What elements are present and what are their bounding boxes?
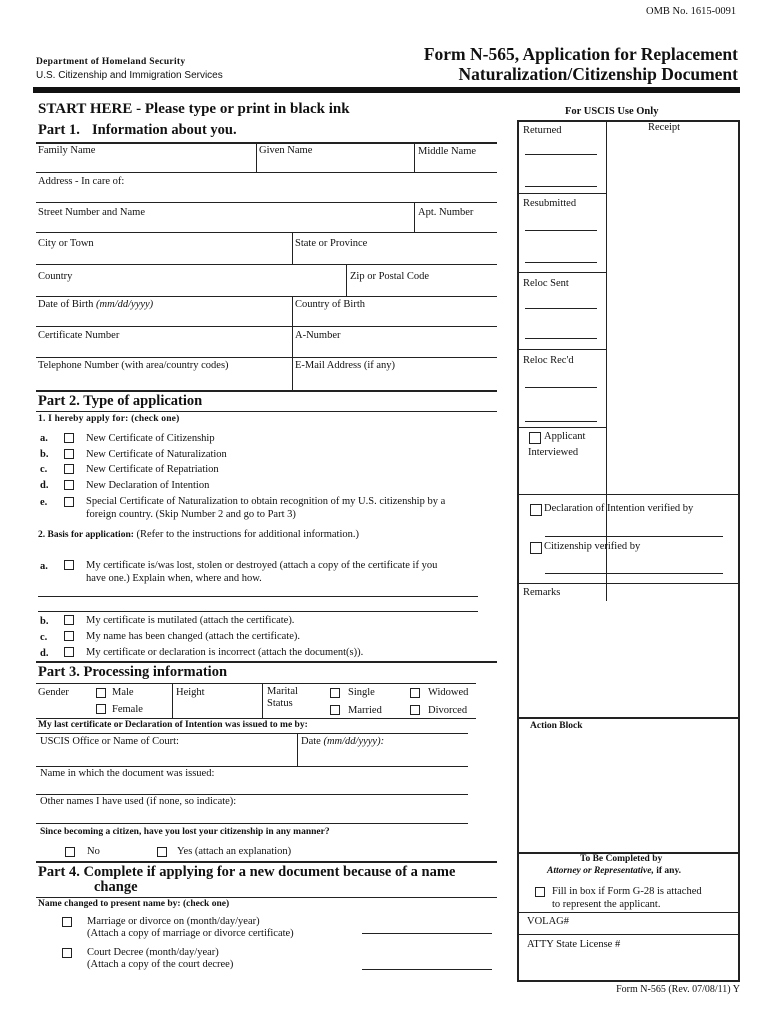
- divider: [36, 411, 497, 412]
- line: [545, 536, 723, 537]
- returned-label: Returned: [523, 125, 562, 136]
- option-b-label: New Certificate of Naturalization: [86, 449, 227, 460]
- uscis-use-title: For USCIS Use Only: [565, 106, 659, 117]
- agency: U.S. Citizenship and Immigration Services: [36, 70, 223, 81]
- widowed-checkbox[interactable]: [410, 688, 420, 698]
- divider: [36, 897, 497, 898]
- divider: [256, 142, 257, 172]
- married-checkbox[interactable]: [330, 705, 340, 715]
- divider: [36, 172, 497, 173]
- form-title-line1: Form N-565, Application for Replacement: [423, 44, 738, 64]
- option-letter: a.: [40, 433, 48, 444]
- divider: [346, 264, 347, 296]
- part4-title-cont: change: [94, 879, 138, 895]
- male-label: Male: [112, 687, 134, 698]
- name-issued-label: Name in which the document was issued:: [40, 768, 215, 779]
- divider: [414, 202, 415, 232]
- middle-name-label: Middle Name: [418, 146, 477, 157]
- option-c-checkbox[interactable]: [64, 464, 74, 474]
- divider: [36, 142, 497, 144]
- no-checkbox[interactable]: [65, 847, 75, 857]
- divider: [36, 683, 476, 684]
- line: [525, 154, 597, 155]
- basis-c-checkbox[interactable]: [64, 631, 74, 641]
- cit-verified-checkbox[interactable]: [530, 542, 542, 554]
- basis-a-label-cont: have one.) Explain when, where and how.: [86, 573, 262, 584]
- line: [525, 308, 597, 309]
- divider: [519, 583, 738, 584]
- g28-checkbox[interactable]: [535, 887, 545, 897]
- divider: [262, 683, 263, 718]
- option-e-checkbox[interactable]: [64, 497, 74, 507]
- dob-label: Date of Birth (mm/dd/yyyy): [38, 299, 154, 310]
- marriage-label: Marriage or divorce on (month/day/year): [87, 916, 260, 927]
- basis-d-checkbox[interactable]: [64, 647, 74, 657]
- divider: [519, 427, 606, 428]
- basis-c-label: My name has been changed (attach the certificate).: [86, 631, 300, 642]
- marriage-note: (Attach a copy of marriage or divorce certificate): [87, 928, 294, 939]
- marriage-checkbox[interactable]: [62, 917, 72, 927]
- divider: [606, 121, 607, 601]
- part4-title: Part 4. Complete if applying for a new document because of a name: [38, 864, 456, 880]
- line: [525, 262, 597, 263]
- line: [525, 230, 597, 231]
- basis-letter: d.: [40, 648, 49, 659]
- line: [525, 338, 597, 339]
- divider: [36, 390, 497, 392]
- line: [525, 421, 597, 422]
- apt-label: Apt. Number: [418, 207, 474, 218]
- decl-verified-checkbox[interactable]: [530, 504, 542, 516]
- telephone-label: Telephone Number (with area/country codes): [38, 360, 229, 371]
- option-letter: c.: [40, 464, 48, 475]
- basis-letter: b.: [40, 616, 49, 627]
- option-b-checkbox[interactable]: [64, 449, 74, 459]
- divider: [36, 232, 497, 233]
- divider: [519, 272, 606, 273]
- single-checkbox[interactable]: [330, 688, 340, 698]
- other-names-label: Other names I have used (if none, so indicate):: [40, 796, 237, 807]
- header-rule: [33, 87, 740, 93]
- male-checkbox[interactable]: [96, 688, 106, 698]
- g28-label: Fill in box if Form G-28 is attached: [552, 886, 702, 897]
- divider: [519, 717, 738, 719]
- line: [525, 186, 597, 187]
- option-a-checkbox[interactable]: [64, 433, 74, 443]
- explain-line[interactable]: [38, 611, 478, 612]
- divider: [519, 494, 738, 495]
- divider: [172, 683, 173, 718]
- basis-question: 2. Basis for application: (Refer to the instructions for additional information.): [38, 529, 359, 540]
- country-label: Country: [38, 271, 73, 282]
- action-block-label: Action Block: [530, 721, 583, 731]
- lost-citizenship-question: Since becoming a citizen, have you lost your citizenship in any manner?: [40, 827, 330, 837]
- form-title-line2: Naturalization/Citizenship Document: [458, 64, 738, 84]
- no-label: No: [87, 846, 100, 857]
- part3-title: Part 3. Processing information: [38, 664, 228, 680]
- divider: [36, 296, 497, 297]
- family-name-label: Family Name: [38, 145, 96, 156]
- start-here: START HERE - Please type or print in black ink: [38, 101, 350, 117]
- zip-label: Zip or Postal Code: [350, 271, 430, 282]
- female-checkbox[interactable]: [96, 704, 106, 714]
- divider: [519, 193, 606, 194]
- option-e-label: Special Certificate of Naturalization to obtain recognition of my U.S. citizenship by a: [86, 496, 446, 507]
- option-letter: d.: [40, 480, 49, 491]
- gender-label: Gender: [38, 687, 69, 698]
- basis-a-label: My certificate is/was lost, stolen or destroyed (attach a copy of the certificate if you: [86, 560, 438, 571]
- department: Department of Homeland Security: [36, 57, 186, 67]
- reloc-recd-label: Reloc Rec'd: [523, 355, 574, 366]
- divider: [519, 912, 738, 913]
- option-d-label: New Declaration of Intention: [86, 480, 210, 491]
- to-be-completed-label: To Be Completed by: [580, 854, 663, 864]
- divider: [36, 264, 497, 265]
- email-label: E-Mail Address (if any): [295, 360, 396, 371]
- widowed-label: Widowed: [428, 687, 469, 698]
- decl-verified-label: Declaration of Intention verified by: [544, 503, 694, 514]
- yes-checkbox[interactable]: [157, 847, 167, 857]
- part1-number: Part 1.: [38, 122, 80, 138]
- marriage-date-line[interactable]: [362, 933, 492, 934]
- state-label: State or Province: [295, 238, 368, 249]
- divider: [292, 296, 293, 390]
- divorced-label: Divorced: [428, 705, 468, 716]
- apply-for-question: 1. I hereby apply for: (check one): [38, 414, 180, 424]
- reloc-sent-label: Reloc Sent: [523, 278, 569, 289]
- divider: [36, 357, 497, 358]
- basis-d-label: My certificate or declaration is incorrect (attach the document(s)).: [86, 647, 364, 658]
- divider: [36, 718, 476, 719]
- basis-letter: a.: [40, 561, 48, 572]
- receipt-label: Receipt: [648, 122, 681, 133]
- atty-license-label: ATTY State License #: [527, 939, 621, 950]
- attorney-label: Attorney or Representative, if any.: [547, 866, 682, 876]
- married-label: Married: [348, 705, 382, 716]
- divider: [414, 142, 415, 172]
- city-label: City or Town: [38, 238, 94, 249]
- form-footer: Form N-565 (Rev. 07/08/11) Y: [616, 984, 740, 995]
- yes-label: Yes (attach an explanation): [177, 846, 292, 857]
- applicant-label: Applicant: [544, 431, 586, 442]
- g28-label-cont: to represent the applicant.: [552, 899, 661, 910]
- divorced-checkbox[interactable]: [410, 705, 420, 715]
- divider: [297, 733, 298, 766]
- court-decree-note: (Attach a copy of the court decree): [87, 959, 234, 970]
- cert-date-label: Date (mm/dd/yyyy):: [301, 736, 385, 747]
- line: [545, 573, 723, 574]
- court-decree-date-line[interactable]: [362, 969, 492, 970]
- part1-title: Information about you.: [92, 122, 237, 138]
- divider: [36, 202, 497, 203]
- certificate-number-label: Certificate Number: [38, 330, 120, 341]
- last-cert-question: My last certificate or Declaration of Intention was issued to me by:: [38, 720, 308, 730]
- option-e-label-cont: foreign country. (Skip Number 2 and go to Part 3): [86, 509, 296, 520]
- omb-number: OMB No. 1615-0091: [646, 6, 737, 17]
- basis-b-checkbox[interactable]: [64, 615, 74, 625]
- divider: [519, 934, 738, 935]
- address-care-of-label: Address - In care of:: [38, 176, 125, 187]
- part2-title: Part 2. Type of application: [38, 393, 203, 409]
- a-number-label: A-Number: [295, 330, 341, 341]
- basis-a-checkbox[interactable]: [64, 560, 74, 570]
- marital-label: Marital: [267, 686, 298, 697]
- office-label: USCIS Office or Name of Court:: [40, 736, 179, 747]
- single-label: Single: [348, 687, 375, 698]
- option-a-label: New Certificate of Citizenship: [86, 433, 215, 444]
- divider: [36, 861, 497, 863]
- divider: [36, 766, 468, 767]
- option-c-label: New Certificate of Repatriation: [86, 464, 219, 475]
- line: [525, 387, 597, 388]
- applicant-interviewed-checkbox[interactable]: [529, 432, 541, 444]
- divider: [292, 232, 293, 264]
- divider: [519, 349, 606, 350]
- divider: [36, 823, 468, 824]
- option-letter: e.: [40, 497, 48, 508]
- country-birth-label: Country of Birth: [295, 299, 365, 310]
- divider: [36, 794, 468, 795]
- divider: [36, 661, 497, 663]
- status-label: Status: [267, 698, 293, 709]
- name-changed-question: Name changed to present name by: (check one): [38, 899, 230, 909]
- resubmitted-label: Resubmitted: [523, 198, 577, 209]
- given-name-label: Given Name: [259, 145, 313, 156]
- basis-b-label: My certificate is mutilated (attach the certificate).: [86, 615, 295, 626]
- height-label: Height: [176, 687, 205, 698]
- basis-letter: c.: [40, 632, 48, 643]
- court-decree-label: Court Decree (month/day/year): [87, 947, 219, 958]
- interviewed-label: Interviewed: [528, 447, 579, 458]
- street-label: Street Number and Name: [38, 207, 146, 218]
- cit-verified-label: Citizenship verified by: [544, 541, 641, 552]
- remarks-label: Remarks: [523, 587, 561, 598]
- female-label: Female: [112, 704, 143, 715]
- volag-label: VOLAG#: [527, 916, 569, 927]
- court-decree-checkbox[interactable]: [62, 948, 72, 958]
- divider: [36, 733, 468, 734]
- explain-line[interactable]: [38, 596, 478, 597]
- option-d-checkbox[interactable]: [64, 480, 74, 490]
- option-letter: b.: [40, 449, 49, 460]
- divider: [36, 326, 497, 327]
